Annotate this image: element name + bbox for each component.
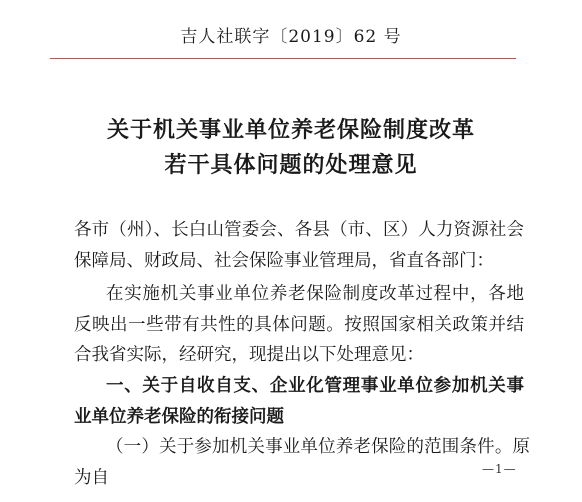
page-number: —1— xyxy=(482,462,517,476)
document-title-line-1: 关于机关事业单位养老保险制度改革 xyxy=(106,117,475,143)
section-1-item-1: （一）关于参加机关事业单位养老保险的范围条件。原为自 xyxy=(74,437,530,488)
intro-paragraph: 在实施机关事业单位养老保险制度改革过程中，各地反映出一些带有共性的具体问题。按照国家相关政策并结合我省实际，经研究，现提出以下处理意见： xyxy=(74,284,524,365)
section-1-heading: 一、关于自收自支、企业化管理事业单位参加机关事业单位养老保险的衔接问题 xyxy=(74,376,524,427)
document-title-line-2: 若干具体问题的处理意见 xyxy=(164,152,418,178)
red-header-rule xyxy=(50,58,516,59)
document-number: 吉人社联字〔2019〕62 号 xyxy=(180,27,402,47)
addressee-paragraph: 各市（州）、长白山管委会、各县（市、区）人力资源社会保障局、财政局、社会保险事业管理局，省直各部门： xyxy=(74,220,524,271)
